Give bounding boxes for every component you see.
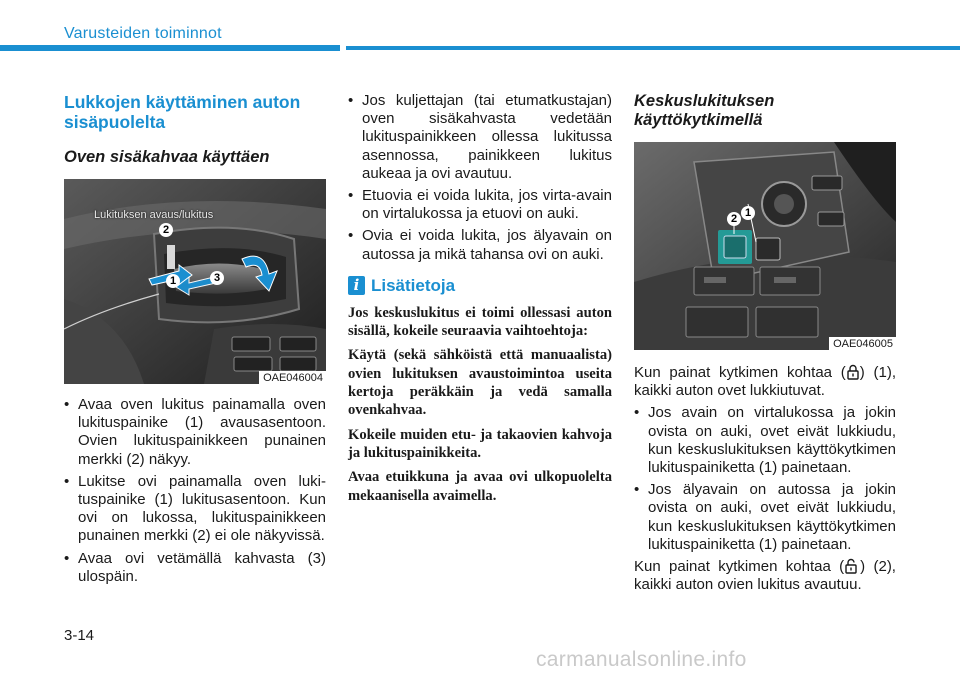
figure-marker-1: 1 [741, 206, 755, 220]
info-paragraph: Avaa etuikkuna ja avaa ovi ulkopuolelta mekaanisella avaimella. [348, 469, 612, 504]
subsection-title-door-handle: Oven sisäkahvaa käyttäen [64, 148, 270, 166]
list-item: • Jos kuljettajan (tai etumatkustajan) oven sisäkahvasta vedetään lukituspainikkeen ollessa lukitussa asennossa, painikkeen lukitus aukeaa ja ovi avautuu. [348, 92, 612, 183]
lock-rules-bullets [348, 92, 612, 264]
column-left [64, 92, 326, 590]
text-fragment: Kun painat kytkimen kohtaa ( [634, 558, 845, 576]
text-fragment: ) (2), kaikki auton ovien lukitus avautuu. [634, 558, 896, 594]
info-paragraph: Kokeile muiden etu- ja takaovien kahvoja ja lukituspainikkeita. [348, 426, 612, 461]
figure-marker-3: 3 [210, 271, 224, 285]
list-item: • Jos avain on virtalukossa ja jokin ovista on auki, ovet eivät lukkiudu, kun keskuslukituksen käyttökytkimen lukituspainiketta (1) painetaan. [634, 404, 896, 477]
text-fragment: ) (1), kaikki auton ovet lukkiutuvat. [634, 364, 896, 400]
figure-code: OAE046004 [259, 371, 326, 384]
watermark: carmanualsonline.info [536, 648, 747, 671]
column-right [634, 92, 896, 594]
text-fragment: Kun painat kytkimen kohtaa ( [634, 364, 846, 381]
lock-instruction-paragraph [634, 364, 896, 400]
info-box-header [348, 276, 612, 296]
section-title: Lukkojen käyttäminen auton sisäpuolelta [64, 92, 301, 132]
unlock-instruction-paragraph [634, 558, 896, 594]
section-header-title: Varusteiden toiminnot [64, 25, 222, 42]
list-item: • Ovia ei voida lukita, jos älyavain on autossa ja mikä tahansa ovi on auki. [348, 227, 612, 263]
list-item: • Etuovia ei voida lukita, jos virta-avain on virtalukossa ja etuovi on auki. [348, 187, 612, 223]
central-lock-figure [634, 142, 896, 350]
column-middle [348, 92, 612, 511]
list-item: • Lukitse ovi painamalla oven lukituspainike (1) lukitusasentoon. Kun ovi on lukossa, lukituspainikkeen punainen merkki (2) ei ole näkyvissä. [64, 473, 326, 546]
info-icon: i [348, 276, 365, 295]
header-rule [0, 46, 960, 50]
central-lock-bullets [634, 404, 896, 554]
page-number: 3-14 [64, 627, 95, 644]
subsection-title-central-lock: Keskuslukituksen käyttökytkimellä [634, 92, 775, 129]
lock-open-icon [845, 558, 859, 574]
door-handle-bullets [64, 396, 326, 586]
lock-closed-icon [847, 364, 859, 380]
figure-marker-1: 1 [166, 274, 180, 288]
list-item: • Avaa ovi vetämällä kahvasta (3) ulospäin. [64, 550, 326, 586]
figure-callout-label: Lukituksen avaus/lukitus [94, 209, 214, 221]
figure-marker-2: 2 [159, 223, 173, 237]
info-paragraph: Käytä (sekä sähköistä että manuaalista) ovien lukituksen avaustoimintoa useita kertoja peräkkäin ja vedä samalla ovenkahvaa. [348, 347, 612, 419]
central-lock-switch-illustration [634, 142, 896, 350]
door-handle-figure [64, 179, 326, 384]
info-paragraph: Jos keskuslukitus ei toimi ollessasi auton sisällä, kokeile seuraavia vaihtoehtoja: [348, 304, 612, 340]
figure-marker-2: 2 [727, 212, 741, 226]
info-title: Lisätietoja [371, 275, 456, 295]
list-item: • Avaa oven lukitus painamalla oven lukituspainike (1) avausasentoon. Ovien lukituspainikkeen punainen merkki (2) näkyy. [64, 396, 326, 469]
figure-code: OAE046005 [829, 337, 896, 350]
list-item: • Jos älyavain on autossa ja jokin ovista on auki, ovet eivät lukkiudu, kun keskuslukituksen käyttökytkimen lukituspainiketta (1) painetaan. [634, 481, 896, 554]
